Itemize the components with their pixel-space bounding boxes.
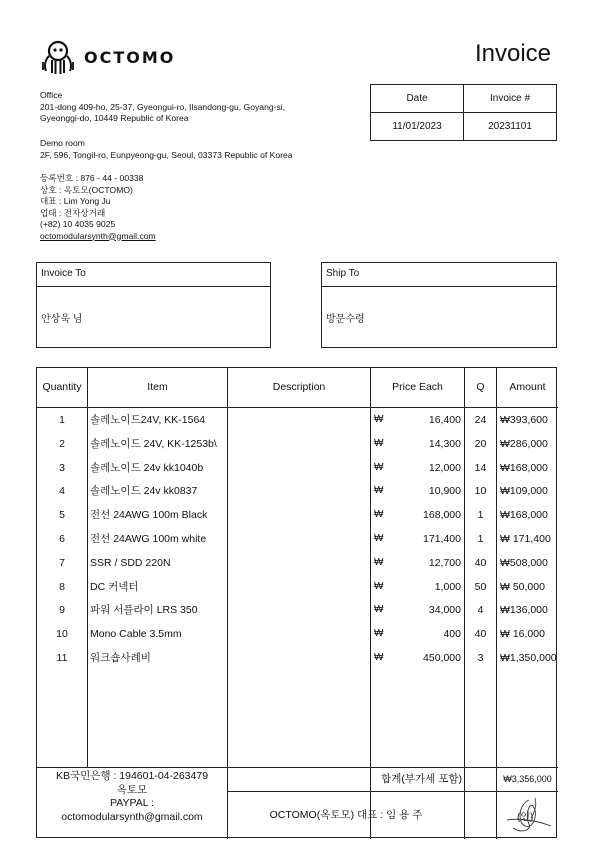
row-number: 10	[56, 628, 68, 641]
row-amount: ₩286,000	[500, 437, 548, 450]
demo-room-label: Demo room	[40, 138, 85, 148]
invoice-number-header: Invoice #	[464, 85, 557, 113]
demo-room-address	[40, 138, 293, 161]
row-amount: ₩1,350,000	[500, 652, 557, 664]
table-row	[37, 598, 558, 622]
row-quantity: 40	[474, 628, 487, 641]
invoice-date: 11/01/2023	[371, 113, 464, 141]
business-type: 업태 : 전자상거래	[40, 207, 106, 218]
header-item: Item	[147, 381, 168, 393]
row-number: 7	[59, 556, 65, 569]
row-item: 워크숍사례비	[90, 652, 151, 664]
row-currency: ₩	[374, 461, 384, 473]
office-label: Office	[40, 90, 63, 100]
invoice-meta-table	[370, 84, 557, 141]
page-title: Invoice	[474, 40, 551, 67]
row-amount: ₩ 16,000	[500, 628, 545, 641]
row-quantity: 20	[474, 437, 487, 450]
row-quantity: 1	[477, 509, 484, 522]
office-line-2: Gyeonggi-do, 10449 Republic of Korea	[40, 113, 189, 123]
row-price: 400	[443, 628, 461, 641]
row-quantity: 3	[477, 652, 484, 664]
row-quantity: 50	[474, 580, 487, 593]
ship-to-value: 방문수령	[326, 314, 365, 325]
row-item: 솔레노이드 24v kk0837	[90, 485, 198, 498]
bank-account: KB국민은행 : 194601-04-263479	[55, 770, 209, 782]
line-items-table	[36, 367, 557, 838]
invoice-to-box	[36, 262, 271, 348]
row-currency: ₩	[374, 533, 384, 544]
row-price: 10,900	[428, 485, 461, 498]
row-currency: ₩	[374, 485, 384, 497]
company-details	[40, 173, 156, 242]
demo-room-line-1: 2F, 596, Tongil-ro, Eunpyeong-gu, Seoul, 03373 Republic of Korea	[40, 149, 293, 160]
company-phone: (+82) 10 4035 9025	[40, 219, 116, 229]
table-row	[37, 408, 558, 432]
row-number: 11	[56, 652, 68, 664]
row-quantity: 14	[474, 461, 487, 474]
table-row	[37, 503, 558, 527]
table-row	[37, 527, 558, 551]
account-holder: 옥토모	[116, 783, 148, 796]
row-currency: ₩	[374, 414, 384, 425]
row-quantity: 40	[474, 556, 487, 569]
row-price: 1,000	[434, 580, 461, 593]
row-currency: ₩	[374, 580, 384, 592]
table-row	[37, 456, 558, 480]
row-item: 파워 서플라이 LRS 350	[90, 604, 198, 617]
signature-mark	[499, 794, 557, 838]
row-price: 168,000	[423, 509, 461, 522]
row-number: 5	[59, 509, 65, 522]
invoice-to-value: 안상욱 님	[41, 314, 83, 325]
row-quantity: 4	[477, 604, 484, 617]
row-price: 34,000	[428, 604, 461, 617]
row-amount: ₩393,600	[500, 414, 548, 426]
row-number: 9	[59, 604, 65, 617]
table-row	[37, 575, 558, 599]
date-header: Date	[371, 85, 464, 113]
brand-name: OCTOMO	[84, 47, 176, 67]
ship-to-box	[321, 262, 557, 348]
office-address	[40, 90, 285, 125]
header-quantity: Quantity	[42, 381, 82, 393]
header-description: Description	[272, 381, 326, 393]
company-email-link[interactable]: octomodularsynth@gmail.com	[40, 230, 156, 241]
company-logo	[40, 38, 175, 76]
row-item: 솔레노이드 24v kk1040b	[90, 461, 204, 474]
company-ceo: 대표 : Lim Yong Ju	[40, 196, 111, 206]
row-item: SSR / SDD 220N	[90, 556, 171, 569]
row-item: 전선 24AWG 100m Black	[90, 509, 208, 522]
header-q: Q	[476, 381, 485, 393]
company-name: 상호 : 옥토모(OCTOMO)	[40, 184, 133, 195]
payment-info	[37, 770, 227, 824]
row-quantity: 1	[477, 533, 484, 545]
row-price: 171,400	[423, 533, 461, 545]
row-currency: ₩	[374, 437, 384, 449]
row-amount: ₩136,000	[500, 604, 548, 617]
row-item: DC 커넥터	[90, 580, 139, 593]
row-amount: ₩109,000	[500, 485, 548, 498]
row-price: 14,300	[428, 437, 461, 450]
office-line-1: 201-dong 409-ho, 25-37, Gyeongui-ro, Ilsandong-gu, Goyang-si,	[40, 101, 286, 112]
table-row	[37, 622, 558, 646]
row-item: 전선 24AWG 100m white	[90, 533, 207, 545]
row-price: 12,000	[428, 461, 461, 474]
row-number: 8	[59, 580, 65, 593]
row-number: 3	[59, 461, 65, 474]
total-label: 합계(부가세 포함)	[381, 773, 462, 785]
row-price: 16,400	[428, 414, 461, 426]
table-row	[37, 551, 558, 575]
total-amount: ₩3,356,000	[503, 774, 552, 784]
header-amount: Amount	[509, 381, 546, 393]
row-amount: ₩ 50,000	[500, 580, 545, 593]
row-number: 2	[59, 437, 65, 450]
invoice-number: 20231101	[464, 113, 557, 141]
ship-to-label: Ship To	[322, 263, 556, 287]
row-currency: ₩	[374, 628, 384, 640]
row-price: 12,700	[428, 556, 461, 569]
row-number: 1	[59, 414, 65, 426]
row-item: 솔레노이드 24V, KK-1253b\	[90, 437, 217, 450]
paypal-email: octomodularsynth@gmail.com	[61, 810, 203, 823]
row-amount: ₩168,000	[500, 509, 548, 522]
row-currency: ₩	[374, 509, 384, 521]
table-row	[37, 432, 558, 456]
row-currency: ₩	[374, 652, 384, 663]
row-number: 6	[59, 533, 65, 545]
seal-area	[497, 792, 558, 839]
table-row	[37, 646, 558, 670]
representative-signature-label: OCTOMO(옥토모) 대표 : 임 용 주	[269, 809, 423, 821]
header-price-each: Price Each	[392, 381, 443, 393]
table-row	[37, 479, 558, 503]
row-amount: ₩ 171,400	[500, 533, 551, 545]
row-currency: ₩	[374, 604, 384, 616]
row-quantity: 10	[474, 485, 487, 498]
row-currency: ₩	[374, 556, 384, 568]
paypal-label: PAYPAL :	[110, 797, 154, 809]
seal-text: (인)	[517, 812, 534, 823]
row-item: 솔레노이드24V, KK-1564	[90, 414, 206, 426]
invoice-to-label: Invoice To	[37, 263, 270, 287]
row-item: Mono Cable 3.5mm	[90, 628, 182, 641]
row-amount: ₩508,000	[500, 556, 548, 569]
registration-number: 등록번호 : 876 - 44 - 00338	[40, 173, 144, 183]
row-quantity: 24	[474, 414, 487, 426]
row-amount: ₩168,000	[500, 461, 548, 474]
row-number: 4	[59, 485, 65, 498]
octopus-logo-icon	[40, 38, 76, 76]
row-price: 450,000	[423, 652, 461, 664]
